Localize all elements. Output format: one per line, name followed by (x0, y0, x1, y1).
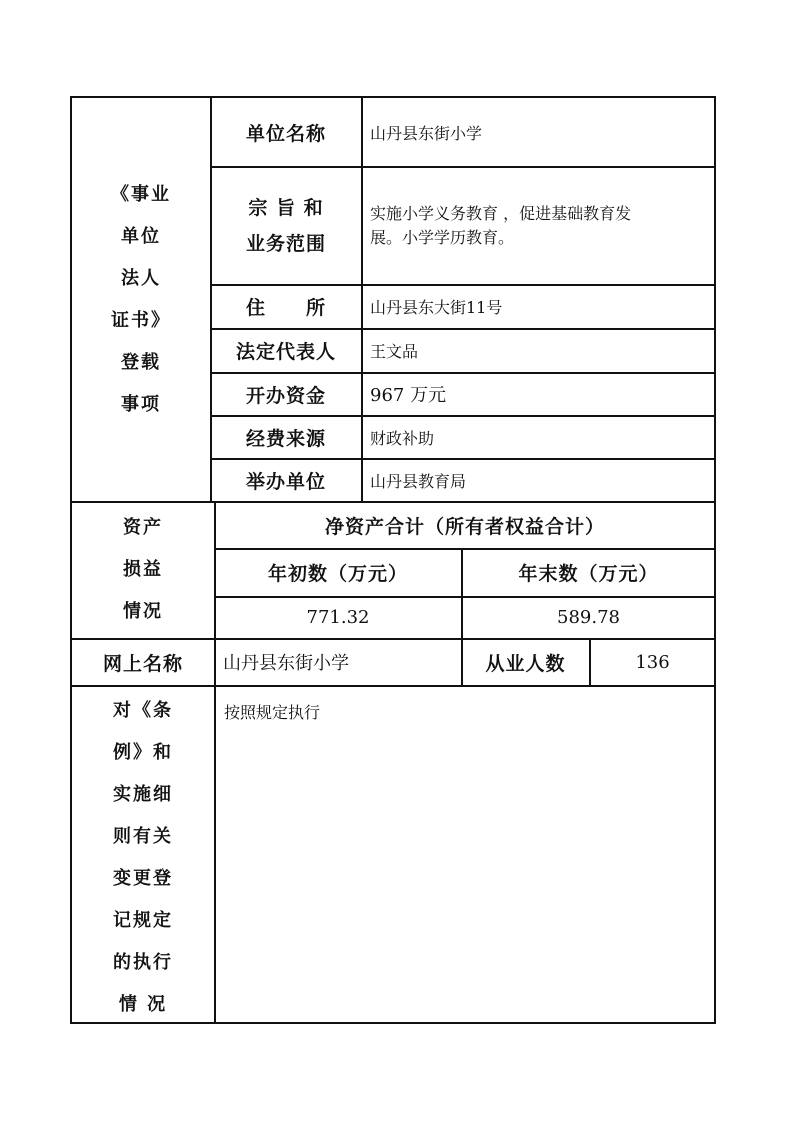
heading-line: 记规定 (113, 910, 173, 931)
funding-label: 经费来源 (245, 427, 326, 450)
end-of-year-value: 589.78 (557, 607, 620, 628)
regulation-heading (72, 690, 214, 1022)
unit-name-value: 山丹县东街小学 (370, 123, 483, 143)
heading-line: 证书》 (111, 310, 171, 331)
heading-line: 情况 (123, 601, 163, 622)
capital-label: 开办资金 (245, 384, 326, 407)
heading-line: 事项 (121, 394, 161, 415)
registration-items-heading (72, 170, 210, 430)
heading-line: 变更登 (113, 868, 173, 889)
purpose-value (362, 167, 714, 284)
heading-line: 《事业 (111, 184, 171, 205)
sponsor-value: 山丹县教育局 (370, 471, 467, 491)
online-name-label: 网上名称 (102, 652, 183, 675)
heading-line: 登载 (121, 352, 161, 373)
heading-line: 对《条 (113, 700, 173, 721)
legal-rep-value: 王文品 (370, 342, 419, 361)
purpose-label (211, 167, 361, 284)
net-assets-header: 净资产合计（所有者权益合计） (324, 515, 605, 538)
heading-line: 例》和 (113, 742, 173, 763)
end-of-year-label: 年末数（万元） (518, 563, 659, 585)
heading-line: 损益 (123, 559, 163, 580)
heading-line: 的执行 (113, 952, 173, 973)
purpose-label-line2: 业务范围 (245, 232, 326, 255)
heading-line: 单位 (121, 226, 161, 247)
purpose-label-line1: 宗 旨 和 (248, 196, 324, 219)
heading-line: 法人 (121, 268, 161, 289)
purpose-value-line1: 实施小学义务教育 ，促进基础教育发 (370, 203, 632, 223)
begin-of-year-value: 771.32 (306, 607, 370, 628)
begin-of-year-label: 年初数（万元） (267, 563, 408, 585)
staff-count-label: 从业人数 (485, 652, 566, 675)
legal-rep-label: 法定代表人 (235, 341, 336, 363)
heading-line: 实施细 (113, 784, 173, 805)
section-divider (70, 685, 716, 687)
staff-count-value: 136 (635, 651, 670, 673)
sponsor-label: 举办单位 (245, 470, 326, 493)
capital-value: 967 万元 (370, 385, 447, 406)
heading-line: 情 况 (118, 994, 168, 1015)
address-label: 住 所 (245, 297, 326, 319)
unit-name-label: 单位名称 (245, 122, 326, 145)
online-name-value: 山丹县东街小学 (223, 653, 349, 674)
heading-line: 资产 (123, 517, 163, 538)
purpose-value-line2: 展。小学学历教育。 (370, 227, 515, 247)
assets-heading (72, 502, 214, 638)
regulation-value: 按照规定执行 (224, 703, 321, 722)
heading-line: 则有关 (113, 826, 173, 847)
address-value: 山丹县东大街11号 (370, 298, 503, 317)
funding-value: 财政补助 (370, 428, 435, 448)
